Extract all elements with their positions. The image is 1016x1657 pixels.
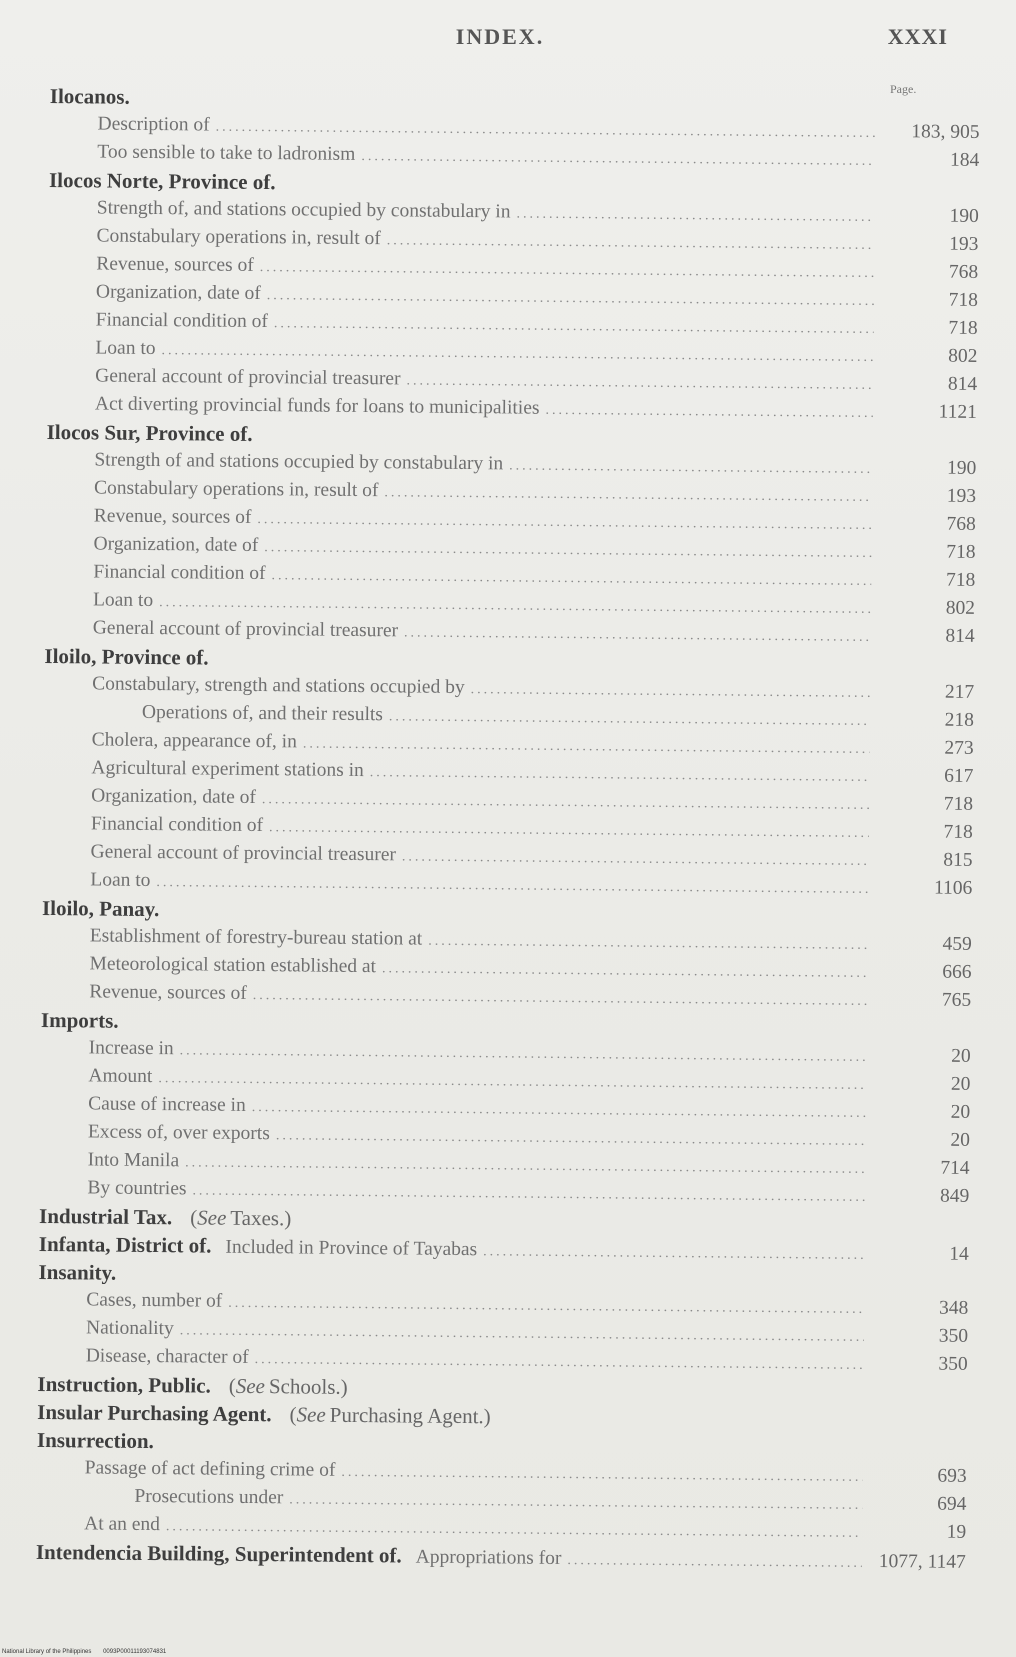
subentry-label: Passage of act defining crime of [84,1457,336,1481]
subentry-label: Cholera, appearance of, in [91,729,297,753]
index-page-ref: 14 [949,1243,969,1265]
subentry-label: General account of provincial treasurer [92,617,399,642]
cross-reference: (See Schools.) [228,1373,348,1399]
index-page-ref: 273 [944,737,974,759]
index-page-ref: 802 [948,345,978,367]
subentry-label: Prosecutions under [134,1485,284,1509]
see-reference: Taxes.) [230,1205,292,1231]
subentry-label: Cases, number of [86,1289,223,1312]
index-page-ref: 1106 [933,877,973,899]
index-page-ref: 815 [943,849,973,871]
index-page-ref: 718 [948,289,979,311]
index-entry [36,1426,967,1547]
index-page-ref: 190 [946,457,977,479]
index-entry [39,1006,971,1211]
index-page-ref: 718 [943,821,973,843]
index-page-ref: 1121 [938,401,977,423]
index-page-ref: 20 [950,1101,971,1123]
index-heading: Iloilo, Panay. [41,895,160,922]
see-word: See [235,1373,266,1399]
subentry-label: Strength of and stations occupied by constabulary in [94,449,504,475]
index-page-ref: 184 [949,149,980,171]
index-heading: Insurrection. [36,1427,154,1454]
index-page-ref: 218 [944,709,975,731]
subentry-label: Nationality [85,1317,174,1340]
subentry-label: Excess of, over exports [87,1121,270,1145]
page-title: INDEX. [455,24,545,49]
subentry-label: Amount [88,1065,153,1088]
subentry-label: Too sensible to take to ladronism [97,141,356,165]
index-entry [42,642,974,903]
index-list [36,82,980,1575]
index-page-ref: 765 [941,989,972,1011]
subentry-label: Into Manila [87,1149,180,1172]
index-heading: Infanta, District of. [38,1231,212,1258]
index-entry [38,1258,969,1379]
index-heading: Insular Purchasing Agent. [37,1399,272,1427]
subentry-label: Constabulary operations in, result of [96,225,381,250]
index-page-ref: 802 [945,597,976,619]
index-page-ref: 694 [937,1493,967,1515]
subentry-label: At an end [84,1513,161,1536]
subentry-label: General account of provincial treasurer [90,841,397,866]
subentry-label: Organization, date of [91,785,257,809]
leader-dots [402,843,869,875]
subentry-label: Act diverting provincial funds for loans to municipalities [94,393,540,419]
index-heading: Industrial Tax. [38,1203,173,1230]
subentry-label: Strength of, and stations occupied by constabulary in [96,197,511,223]
index-page-ref: 814 [945,625,975,647]
index-page-ref: 718 [943,793,974,815]
subentry-label: Operations of, and their results [141,701,384,726]
subentry-label: Revenue, sources of [96,253,254,276]
index-page-ref: 193 [946,485,977,507]
cross-reference: (See Taxes.) [190,1205,292,1231]
index-heading: Insanity. [38,1259,117,1285]
index-page-ref: 350 [938,1325,969,1347]
page-column-label: Page. [890,82,917,96]
page-header [0,24,1016,58]
index-page-ref: 20 [950,1073,971,1095]
leader-dots [404,619,871,651]
leader-dots [470,676,870,708]
index-page-ref: 718 [948,317,978,339]
see-word: See [197,1205,227,1230]
subentry-label: Financial condition of [95,309,269,333]
leader-dots [428,928,868,960]
leader-dots [545,397,873,428]
index-page-ref: 217 [944,681,975,703]
index-entry [47,166,979,427]
index-page-ref: 459 [942,933,972,955]
subentry-label: Meteorological station established at [89,953,377,978]
leader-dots [361,143,875,176]
index-heading: Ilocos Sur, Province of. [46,419,253,446]
subentry-label: Description of [97,113,210,136]
index-entry [49,82,980,175]
footer-source: National Library of the Philippines [2,1649,92,1655]
index-page-ref: 718 [945,569,976,591]
index-page-ref: 350 [938,1353,968,1375]
leader-dots [509,452,872,483]
footer-code: 0093P00011193074831 [103,1649,167,1655]
index-page-ref: 849 [939,1185,970,1207]
index-heading: Iloilo, Province of. [44,643,209,670]
subentry-label: Loan to [90,869,151,892]
index-page-ref: 666 [942,961,972,983]
index-heading-description: Included in Province of Tayabas [225,1236,478,1261]
subentry-label: Cause of increase in [88,1093,246,1116]
subentry-label: Increase in [88,1037,174,1060]
index-page-ref: 20 [950,1129,970,1151]
cross-reference: (See Purchasing Agent.) [289,1402,491,1429]
index-heading-description: Appropriations for [415,1546,562,1569]
index-page-ref: 814 [947,373,978,395]
leader-dots [516,200,875,231]
subentry-label: Revenue, sources of [93,505,252,528]
index-entry [45,418,977,651]
subentry-label: Disease, character of [85,1345,249,1368]
index-page-ref: 19 [946,1521,967,1543]
subentry-label: Organization, date of [93,533,259,557]
index-page-ref: 183, 905 [911,121,980,143]
index-heading: Instruction, Public. [37,1371,211,1398]
footer [2,1649,176,1655]
index-entry [41,894,972,1015]
index-page-ref: 190 [949,205,979,227]
index-page-ref: 768 [948,261,979,283]
subentry-label: Organization, date of [95,281,261,305]
index-heading: Ilocos Norte, Province of. [48,167,276,195]
index-heading: Intendencia Building, Superintendent of. [35,1539,402,1568]
subentry-label: Establishment of forestry-bureau station at [89,925,423,950]
subentry-label: Financial condition of [93,561,266,585]
index-page-ref: 348 [938,1297,969,1319]
subentry-label: Financial condition of [90,813,264,837]
index-heading: Imports. [40,1007,119,1033]
leader-dots [483,1238,865,1270]
subentry-label: Revenue, sources of [89,981,247,1004]
index-page-ref: 768 [946,513,976,535]
index-page-ref: 718 [946,541,976,563]
see-word: See [296,1402,326,1427]
index-page-ref: 617 [944,765,974,787]
index-page-ref: 193 [949,233,979,255]
index-page-ref: 714 [940,1157,970,1179]
subentry-label: Loan to [95,337,156,360]
leader-dots [253,982,868,1016]
see-reference: Schools.) [268,1374,348,1399]
page-number: XXXI [887,24,948,49]
see-reference: Purchasing Agent.) [329,1402,491,1429]
subentry-label: Loan to [92,589,154,612]
index-page-ref: 693 [937,1465,967,1487]
subentry-label: By countries [87,1177,187,1200]
index-page-ref: 1077, 1147 [878,1551,966,1573]
index-page-ref: 20 [951,1045,971,1067]
index-heading: Ilocanos. [49,83,130,109]
subentry-label: Constabulary operations in, result of [94,477,379,502]
subentry-label: General account of provincial treasurer [95,365,401,390]
subentry-label: Agricultural experiment stations in [91,757,364,782]
leader-dots [567,1547,862,1578]
subentry-label: Constabulary, strength and stations occupied by [92,673,465,699]
